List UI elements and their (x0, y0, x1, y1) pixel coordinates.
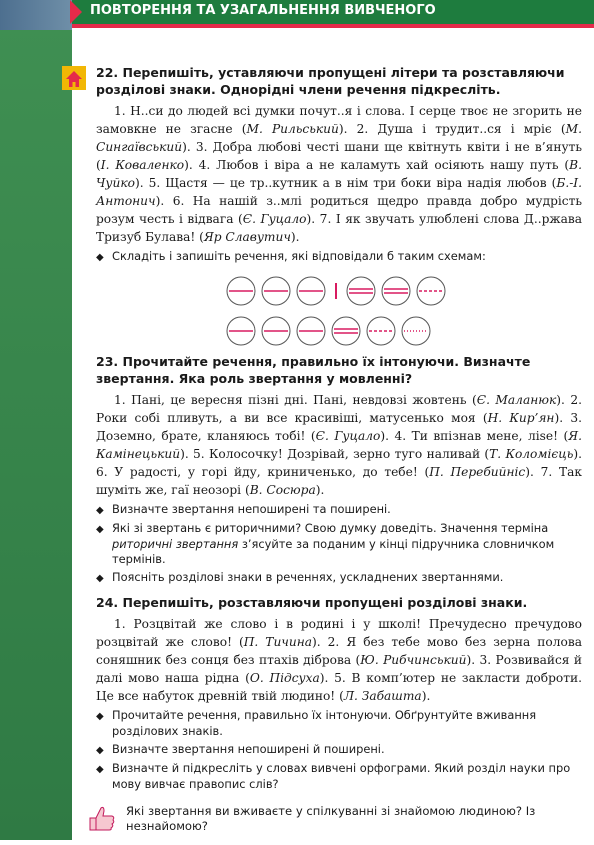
author-name: В. Сосюра (249, 483, 316, 497)
diamond-bullet-icon: ◆ (96, 524, 104, 535)
author-name: Є. Гуцало (315, 429, 381, 443)
task-24-text: 1. Розцвітай же слово і в родині і у школі! Пречудесно пречудово розцвітай же слово! (П. Тичина). 2. Я без тебе мово без зерна полова соняшник без сонця без птахів діброва (Ю. Рибчинський). 3. Розвивайся й далі мово наша рідна (О. Підсуха). 5. В комп’ютер не закласти доброти. Це все набуток древній твій людино! (Л. Забашта). (96, 617, 582, 703)
thumbs-up-hand-icon (86, 804, 116, 832)
diamond-bullet-icon: ◆ (96, 573, 104, 584)
house-icon (62, 66, 86, 90)
task-23-heading: 23. Прочитайте речення, правильно їх інтонуючи. Визначте звертання. Яка роль звертання у мовленні? (96, 354, 531, 386)
author-name: Н. Кир’ян (487, 411, 555, 425)
author-name: І. Коваленко (100, 158, 185, 172)
task-23-bullet-1: ◆ Визначте звертання непоширені та поширені. (96, 502, 391, 516)
author-name: Ю. Рибчинський (360, 653, 467, 667)
author-name: Яр Славутич (203, 230, 291, 244)
author-name: М. Сингаївський (96, 122, 582, 154)
task-24-bullet-1: ◆ Прочитайте речення, правильно їх інтонуючи. Обґрунтуйте вживання розділових знаків. (96, 708, 537, 738)
author-name: П. Перебийніс (429, 465, 526, 479)
header-arrow-icon (70, 0, 82, 24)
page-header-title: ПОВТОРЕННЯ ТА УЗАГАЛЬНЕННЯ ВИВЧЕНОГО (90, 3, 436, 18)
task-23-text: 1. Пані, це вересня пізні дні. Пані, невдовзі жовтень (Є. Маланюк). 2. Роки собі пливуть, а ви все красивіші, матусенько моя (Н. Кир’ян). 3. Доземно, брате, кланяюсь тобі! (Є. Гуцало). 4. Ти впізнав мене, ліse! (Я. Камінецький). 5. Колосочку! Дозрівай, зерно тугo наливай (Т. Коломієць). 6. У радості, у горі йду, криниченько, до тебе! (П. Перебийніс). 7. Так шуміть же, гаї неозорі (В. Сосюра). (96, 393, 582, 497)
author-name: Я. Камінецький (96, 429, 582, 461)
task-22-bullet: ◆ Складіть і запишіть речення, які відповідали б таким схемам: (96, 249, 486, 263)
author-name: Б.-І. Антонич (96, 176, 582, 208)
diamond-bullet-icon: ◆ (96, 745, 104, 756)
diamond-bullet-icon: ◆ (96, 505, 104, 516)
header-divider (72, 24, 594, 28)
author-name: В. Чуйко (96, 158, 582, 190)
final-question: Які звертання ви вживаєте у спілкуванні зі знайомою людиною? Із незнайомою? (126, 803, 536, 833)
author-name: Т. Коломієць (489, 447, 574, 461)
diamond-bullet-icon: ◆ (96, 764, 104, 775)
author-name: М. Рильський (246, 122, 339, 136)
task-24-bullet-2: ◆ Визначте звертання непоширені й поширені. (96, 742, 385, 756)
task-24 (96, 594, 582, 792)
task-23-bullet-3: ◆ Поясніть розділові знаки в реченнях, ускладнених звертаннями. (96, 570, 504, 584)
page-header (72, 0, 594, 24)
final-question-block (96, 804, 582, 834)
task-24-bullet-3: ◆ Визначте й підкресліть у словах вивчені орфограми. Який розділ науки про мову вивчає правопис слів? (96, 761, 571, 791)
author-name: П. Тичина (243, 635, 313, 649)
author-name: О. Підсуха (249, 671, 320, 685)
author-name: Є. Маланюк (476, 393, 557, 407)
diamond-bullet-icon: ◆ (96, 252, 104, 263)
task-22-text: 1. Н..си до людей всі думки почут..я і слова. І серце твоє не згорить не замовкне не згасне (М. Рильський). 2. Душа і трудит..ся і мріє (М. Сингаївський). 3. Добра любові честі шани ще квітнуть квіти і не в’януть (І. Коваленко). 4. Любов і віра а не каламуть хай осіяють нашу путь (В. Чуйко). 5. Щастя — це тр..кутник а в нім три боки віра надія любов (Б.-І. Антонич). 6. На нашій з..млі родиться щедро правда добро мудрість розум честь і відвага (Є. Гуцало). 7. І як звучать улюблені слова Д..ржава Тризуб Булава! (Яр Славутич). (96, 104, 582, 244)
task-22-heading: 22. Перепишіть, уставляючи пропущені літери та розставляючи розділові знаки. Однорідні члени речення підкресліть. (96, 65, 565, 97)
author-name: Є. Гуцало (242, 212, 307, 226)
task-23-bullet-2: ◆ Які зі звертань є риторичними? Свою думку доведіть. Значення терміна риторичні звертання з’ясуйте за поданим у кінці підручника словничком термінів. (96, 521, 555, 566)
header-photo (0, 0, 72, 30)
page-content (96, 64, 582, 845)
schemes-svg (96, 265, 582, 349)
diamond-bullet-icon: ◆ (96, 711, 104, 722)
task-22 (96, 64, 582, 349)
task-23 (96, 353, 582, 586)
left-margin-strip (0, 24, 72, 840)
task-24-heading: 24. Перепишіть, розставляючи пропущені розділові знаки. (96, 595, 528, 610)
sentence-schemes (96, 265, 582, 349)
author-name: Л. Забашта (343, 689, 422, 703)
